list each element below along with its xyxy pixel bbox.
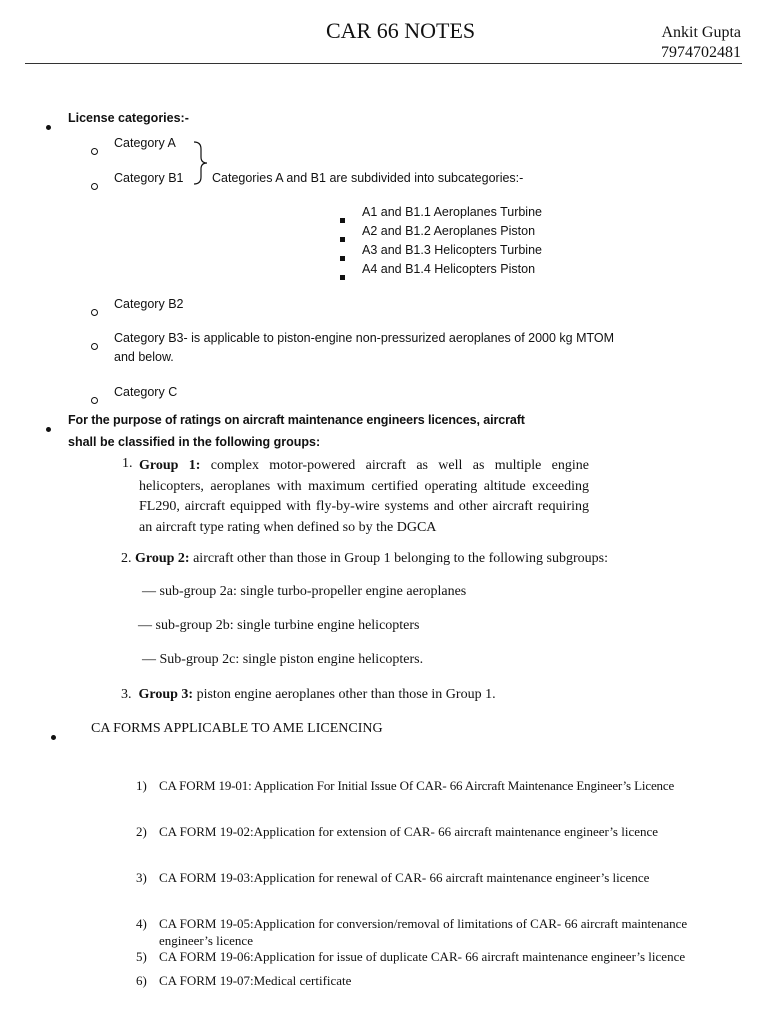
form-number: 4)	[136, 916, 147, 931]
group2-text: aircraft other than those in Group 1 belonging to the following subgroups:	[193, 551, 608, 566]
square-bullet-icon	[340, 229, 345, 247]
form-number: 2)	[136, 824, 147, 839]
group1-paragraph	[139, 456, 589, 538]
ring-bullet-icon	[91, 391, 98, 409]
square-bullet-icon	[340, 267, 345, 285]
group3-text: piston engine aeroplanes other than those in Group 1.	[196, 687, 496, 702]
ca-forms-heading: CA FORMS APPLICABLE TO AME LICENCING	[91, 721, 383, 736]
author-phone: 7974702481	[661, 44, 741, 61]
subgroup-item: — sub-group 2b: single turbine engine helicopters	[138, 618, 420, 633]
subgroup-item: — sub-group 2a: single turbo-propeller engine aeroplanes	[142, 584, 467, 599]
group2-line	[121, 551, 608, 567]
author-block	[600, 23, 741, 63]
group3-number: 3.	[121, 687, 132, 702]
subgroup-item: — Sub-group 2c: single piston engine helicopters.	[142, 652, 424, 667]
group1-number: 1.	[122, 456, 133, 471]
ring-bullet-icon	[91, 337, 98, 355]
form-item: CA FORM 19-02:Application for extension of CAR- 66 aircraft maintenance engineer’s licence	[159, 824, 659, 839]
ring-bullet-icon	[91, 142, 98, 160]
form-number: 3)	[136, 870, 147, 885]
subcategory-item: A3 and B1.3 Helicopters Turbine	[362, 243, 542, 257]
group1-label: Group 1:	[139, 458, 201, 473]
group2-number: 2.	[121, 551, 132, 566]
form-item-continued: engineer’s licence	[159, 933, 253, 948]
form-number: 5)	[136, 949, 147, 964]
subcategory-item: A1 and B1.1 Aeroplanes Turbine	[362, 205, 542, 219]
category-b3-line2: and below.	[114, 350, 174, 364]
form-item: CA FORM 19-01: Application For Initial Issue Of CAR- 66 Aircraft Maintenance Engineer’s Licence	[159, 778, 675, 793]
subdivided-note: Categories A and B1 are subdivided into subcategories:-	[212, 171, 524, 185]
category-a: Category A	[114, 136, 176, 150]
square-bullet-icon	[340, 210, 345, 228]
author-name: Ankit Gupta	[661, 24, 741, 41]
form-item: CA FORM 19-03:Application for renewal of CAR- 66 aircraft maintenance engineer’s licence	[159, 870, 650, 885]
bullet-dot-icon	[46, 419, 51, 437]
page-title: CAR 66 NOTES	[326, 18, 476, 43]
subcategory-item: A2 and B1.2 Aeroplanes Piston	[362, 224, 536, 238]
ring-bullet-icon	[91, 177, 98, 195]
square-bullet-icon	[340, 248, 345, 266]
bullet-dot-icon	[51, 727, 56, 745]
header-divider	[25, 63, 742, 64]
group2-label: Group 2:	[135, 551, 190, 566]
form-item: CA FORM 19-05:Application for conversion/removal of limitations of CAR- 66 aircraft maintenance	[159, 916, 688, 931]
form-number: 6)	[136, 973, 147, 988]
group3-label: Group 3:	[138, 687, 194, 702]
curly-brace-icon	[192, 140, 212, 186]
groups-heading-line2: shall be classified in the following groups:	[68, 435, 321, 449]
ring-bullet-icon	[91, 303, 98, 321]
form-item: CA FORM 19-06:Application for issue of duplicate CAR- 66 aircraft maintenance engineer’s licence	[159, 949, 686, 964]
bullet-dot-icon	[46, 117, 51, 135]
category-b3-line1: Category B3- is applicable to piston-engine non-pressurized aeroplanes of 2000 kg MTOM	[114, 331, 615, 345]
groups-heading-line1: For the purpose of ratings on aircraft maintenance engineers licences, aircraft	[68, 413, 525, 427]
form-number: 1)	[136, 778, 147, 793]
license-categories-heading: License categories:-	[68, 111, 189, 125]
subcategory-item: A4 and B1.4 Helicopters Piston	[362, 262, 536, 276]
category-c: Category C	[114, 385, 178, 399]
group1-text: complex motor-powered aircraft as well as multiple engine helicopters, aeroplanes with maximum certified operating altitude exceeding FL290, aircraft equipped with fly-by-wire systems and other aircraft requiring an aircraft type rating when defined so by the DGCA	[139, 458, 590, 535]
form-item: CA FORM 19-07:Medical certificate	[159, 973, 352, 988]
category-b2: Category B2	[114, 297, 184, 311]
category-b1: Category B1	[114, 171, 184, 185]
group3-line	[121, 687, 496, 703]
